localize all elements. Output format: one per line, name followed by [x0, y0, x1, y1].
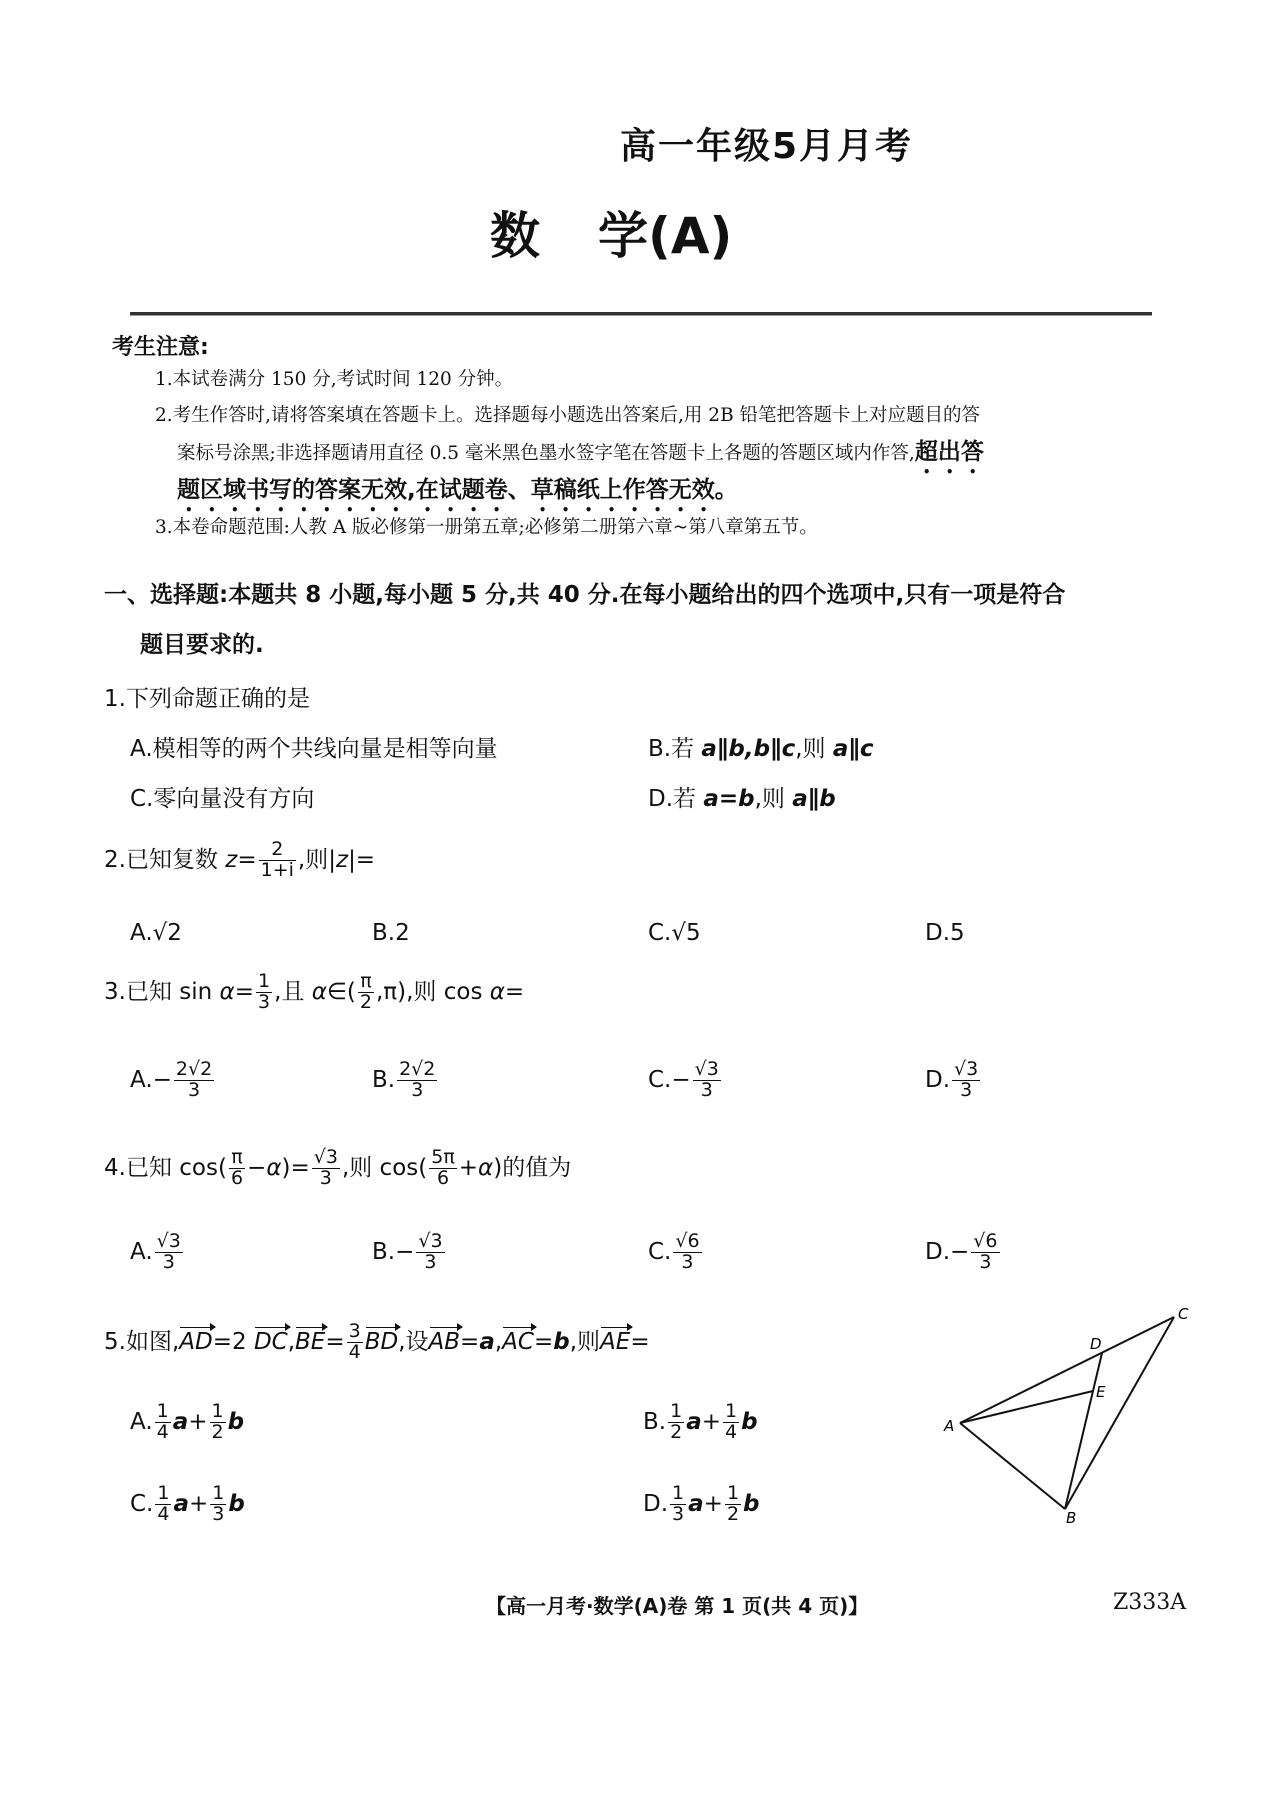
q2-option-d: D.5 [925, 920, 965, 946]
q3-option-a: A.− $\frac{2√2}{3}$ [130, 1058, 213, 1101]
segment-ab [960, 1423, 1065, 1509]
exam-title: 高一年级5月月考 [620, 126, 914, 167]
q5-option-a: A. $\frac{1}{4}$ a+ $\frac{1}{2}$ b [130, 1400, 245, 1443]
label-b: B [1066, 1509, 1077, 1525]
segment-ac [960, 1317, 1174, 1423]
label-a: A [944, 1417, 955, 1435]
segment-bd [1065, 1353, 1102, 1509]
section-1-heading-line-1: 一、选择题:本题共 8 小题,每小题 5 分,共 40 分.在每小题给出的四个选项中,只有一项是符合 [104, 582, 1066, 608]
label-c: C [1178, 1305, 1189, 1323]
q4-option-b: B.− $\frac{√3}{3}$ [372, 1230, 443, 1273]
notice-item-3: 3.本卷命题范围:人教 A 版必修第一册第五章;必修第二册第六章~第八章第五节。 [155, 517, 818, 538]
q2-option-a: A.√2 [130, 920, 182, 946]
q3-stem: 3.已知 sin α= $\frac{1}{3}$ ,且 α∈( $\frac{\pi}{2}$ ,π),则 cos α= [104, 970, 525, 1013]
q4-option-a: A. $\frac{√3}{3}$ [130, 1230, 181, 1273]
q1-option-d: D.若 a=b,则 a∥b [648, 786, 836, 812]
label-d: D [1090, 1335, 1102, 1353]
q3-option-d: D. $\frac{√3}{3}$ [925, 1058, 979, 1101]
q3-option-b: B. $\frac{2√2}{3}$ [372, 1058, 436, 1101]
notice-item-2-line-2: 案标号涂黑;非选择题请用直径 0.5 毫米黑色墨水签字笔在答题卡上各题的答题区域内作答,超出答 [177, 439, 984, 465]
q5-option-d: D. $\frac{1}{3}$ a+ $\frac{1}{2}$ b [643, 1482, 760, 1525]
q2-stem: 2.已知复数 z= $\frac{2}{1+i}$ ,则|z|= [104, 838, 376, 881]
triangle-figure [940, 1305, 1200, 1525]
section-1-heading-line-2: 题目要求的. [140, 632, 264, 658]
q4-stem: 4.已知 cos( $\frac{\pi}{6}$ −α)= $\frac{√3}{3}$ ,则 cos( $\frac{5\pi}{6}$ +α)的值为 [104, 1146, 572, 1189]
q3-option-c: C.− $\frac{√3}{3}$ [648, 1058, 719, 1101]
segment-ae [960, 1391, 1093, 1423]
q5-option-b: B. $\frac{1}{2}$ a+ $\frac{1}{4}$ b [643, 1400, 758, 1443]
q1-option-c: C.零向量没有方向 [130, 786, 315, 812]
notice-item-2-line-1: 2.考生作答时,请将答案填在答题卡上。选择题每小题选出答案后,用 2B 铅笔把答题卡上对应题目的答 [155, 405, 981, 426]
q5-stem: 5.如图,AD=2 DC,BE= $\frac{3}{4}$ BD,设AB=a,AC=b,则AE= [104, 1320, 650, 1363]
q1-option-b: B.若 a∥b,b∥c,则 a∥c [648, 736, 874, 762]
subject-title: 数 学(A) [490, 207, 733, 265]
paper-code: Z333A [1113, 1590, 1187, 1615]
q1-stem: 1.下列命题正确的是 [104, 686, 310, 712]
q1-option-a: A.模相等的两个共线向量是相等向量 [130, 736, 498, 762]
segment-bc [1065, 1317, 1174, 1509]
notice-heading: 考生注意: [112, 335, 209, 360]
q2-option-c: C.√5 [648, 920, 701, 946]
q5-option-c: C. $\frac{1}{4}$ a+ $\frac{1}{3}$ b [130, 1482, 245, 1525]
q2-option-b: B.2 [372, 920, 410, 946]
notice-item-1: 1.本试卷满分 150 分,考试时间 120 分钟。 [155, 369, 514, 390]
page-footer: 【高一月考·数学(A)卷 第 1 页(共 4 页)】 [486, 1594, 869, 1618]
q2-fraction: $\frac{2}{1+i}$ [260, 838, 294, 881]
q4-option-c: C. $\frac{√6}{3}$ [648, 1230, 700, 1273]
notice-item-2-line-3: 题区域书写的答案无效,在试题卷、草稿纸上作答无效。 [177, 477, 738, 503]
q4-option-d: D.− $\frac{√6}{3}$ [925, 1230, 998, 1273]
label-e: E [1096, 1383, 1106, 1401]
header-rule [130, 312, 1152, 316]
